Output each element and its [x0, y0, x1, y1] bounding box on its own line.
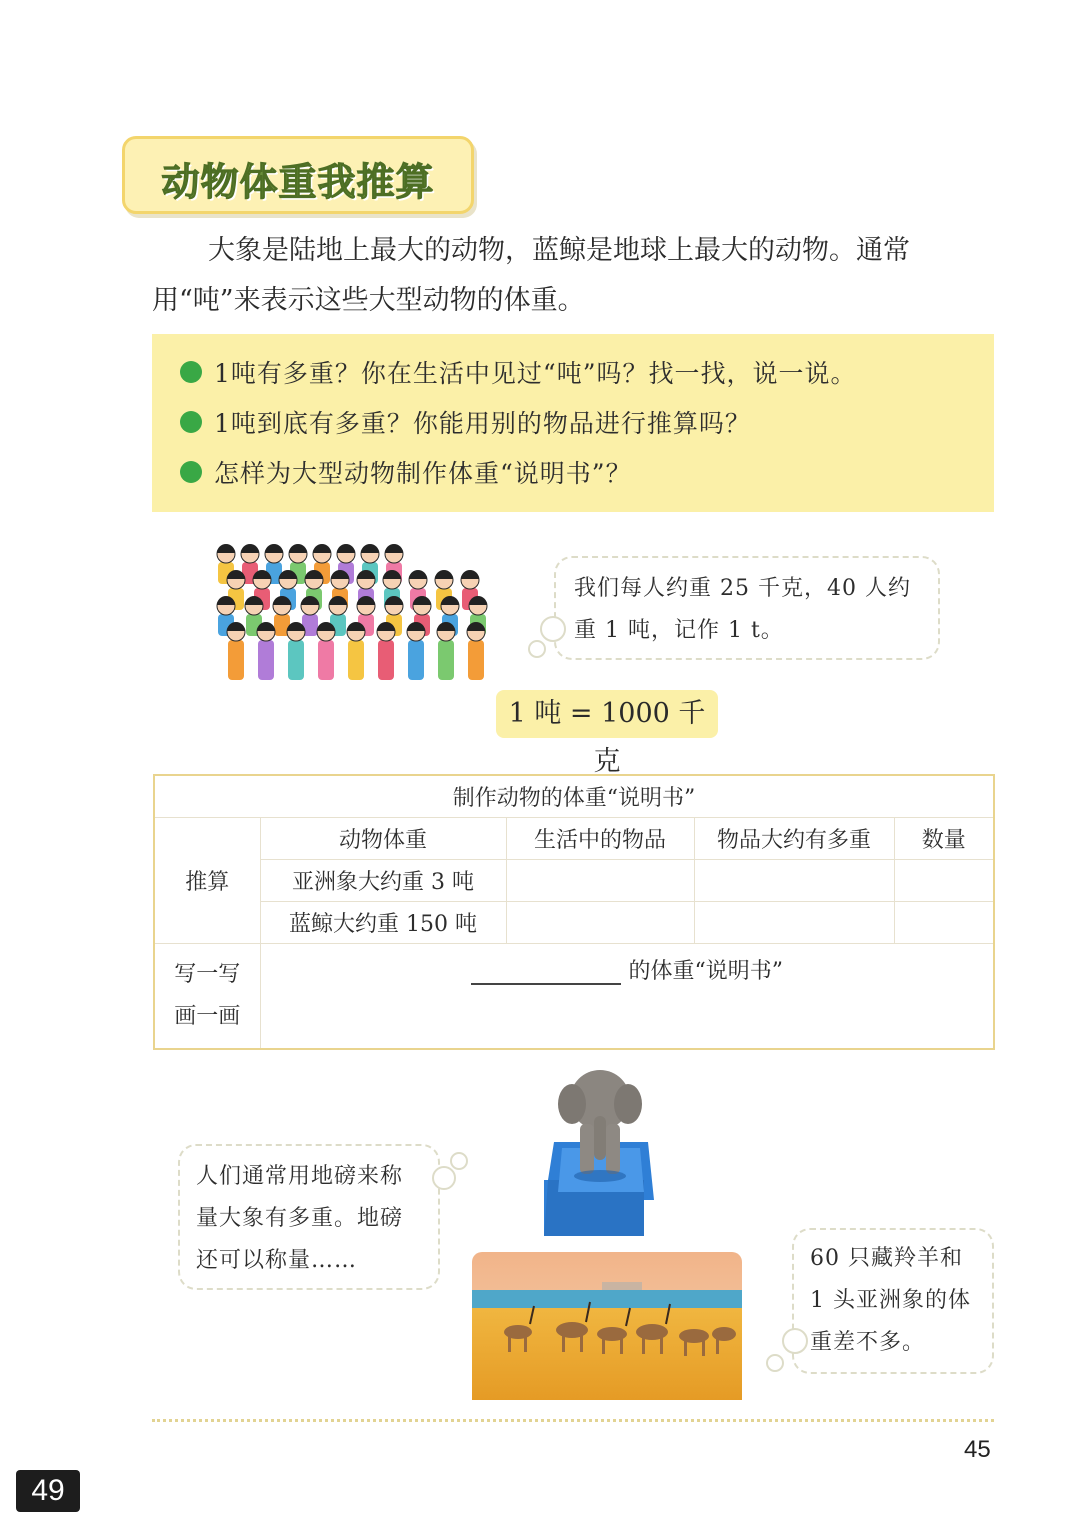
bubble-tail: [432, 1166, 456, 1190]
elephant-on-scale-photo: [540, 1060, 664, 1238]
question-box: [152, 334, 994, 512]
intro-line-2: 用“吨”来表示这些大型动物的体重。: [152, 285, 585, 316]
weight-spec-table: [153, 774, 995, 1050]
blank-cell[interactable]: [506, 859, 694, 901]
row-header-estimate: 推算: [154, 817, 260, 943]
antelope-speech-bubble: [792, 1228, 994, 1374]
bubble-line: 人们通常用地磅来称: [196, 1164, 404, 1189]
table-row: [154, 901, 994, 943]
blank-cell[interactable]: [894, 901, 994, 943]
animal-weight-cell: 亚洲象大约重 3 吨: [260, 859, 506, 901]
bubble-tail: [528, 640, 546, 658]
child-figure: [228, 640, 244, 680]
child-hair: [265, 544, 283, 553]
bullet-icon: [180, 461, 202, 483]
fill-in-blank[interactable]: [471, 957, 621, 985]
child-figure: [318, 640, 334, 680]
children-speech-bubble: [554, 556, 940, 660]
child-hair: [435, 570, 453, 579]
blank-cell[interactable]: [894, 859, 994, 901]
animal-weight-cell: 蓝鲸大约重 150 吨: [260, 901, 506, 943]
child-figure: [378, 640, 394, 680]
draw-area[interactable]: [260, 943, 994, 1049]
question-item: [180, 352, 856, 392]
child-figure: [408, 640, 424, 680]
bullet-icon: [180, 361, 202, 383]
bullet-icon: [180, 411, 202, 433]
child-hair: [461, 570, 479, 579]
question-text: 1吨到底有多重？你能用别的物品进行推算吗？: [214, 409, 751, 438]
tibetan-antelope-photo: [472, 1252, 742, 1400]
draw-label-cell: [154, 943, 260, 1049]
blank-cell[interactable]: [694, 859, 894, 901]
bubble-line: 60 只藏羚羊和: [810, 1246, 963, 1271]
blank-cell[interactable]: [694, 901, 894, 943]
child-hair: [361, 544, 379, 553]
bubble-tail: [782, 1328, 808, 1354]
question-text: 怎样为大型动物制作体重“说明书”？: [214, 459, 632, 488]
section-title-badge: [122, 136, 474, 214]
table-row: [154, 859, 994, 901]
blank-cell[interactable]: [506, 901, 694, 943]
child-hair: [337, 544, 355, 553]
intro-line-1: 大象是陆地上最大的动物，蓝鲸是地球上最大的动物。通常: [208, 235, 910, 266]
bubble-line: 还可以称量……: [196, 1248, 358, 1273]
question-item: [180, 402, 751, 442]
draw-label: 画一画: [174, 1003, 241, 1029]
intro-paragraph: [152, 226, 1000, 326]
draw-label: 写一写: [174, 961, 241, 987]
draw-caption: 的体重“说明书”: [628, 958, 784, 984]
child-hair: [289, 544, 307, 553]
table-title: 制作动物的体重“说明书”: [154, 775, 994, 817]
question-item: [180, 452, 632, 492]
child-figure: [468, 640, 484, 680]
bubble-line: 量大象有多重。地磅: [196, 1206, 404, 1231]
footer-divider: [152, 1419, 994, 1422]
bubble-tail: [766, 1354, 784, 1372]
bubble-tail: [450, 1152, 468, 1170]
bubble-tail: [540, 616, 566, 642]
child-figure: [288, 640, 304, 680]
scale-speech-bubble: [178, 1144, 440, 1290]
bubble-line: 我们每人约重 25 千克，40 人约: [574, 576, 911, 601]
child-hair: [313, 544, 331, 553]
children-crowd-illustration: [212, 536, 508, 702]
column-header: 数量: [894, 817, 994, 859]
bubble-line: 1 头亚洲象的体: [810, 1288, 971, 1313]
section-title: 动物体重我推算: [161, 160, 435, 204]
bubble-line: 重差不多。: [810, 1330, 926, 1355]
child-figure: [348, 640, 364, 680]
child-hair: [241, 544, 259, 553]
page-number: 45: [964, 1436, 991, 1463]
child-hair: [217, 544, 235, 553]
child-hair: [385, 544, 403, 553]
corner-badge: 49: [16, 1470, 80, 1512]
ton-kg-formula: 1 吨 = 1000 千克: [496, 690, 718, 738]
question-text: 1吨有多重？你在生活中见过“吨”吗？找一找，说一说。: [214, 359, 857, 388]
column-header: 生活中的物品: [506, 817, 694, 859]
bubble-line: 重 1 吨，记作 1 t。: [574, 618, 784, 643]
child-hair: [409, 570, 427, 579]
column-header: 物品大约有多重: [694, 817, 894, 859]
child-figure: [258, 640, 274, 680]
column-header: 动物体重: [260, 817, 506, 859]
child-figure: [438, 640, 454, 680]
